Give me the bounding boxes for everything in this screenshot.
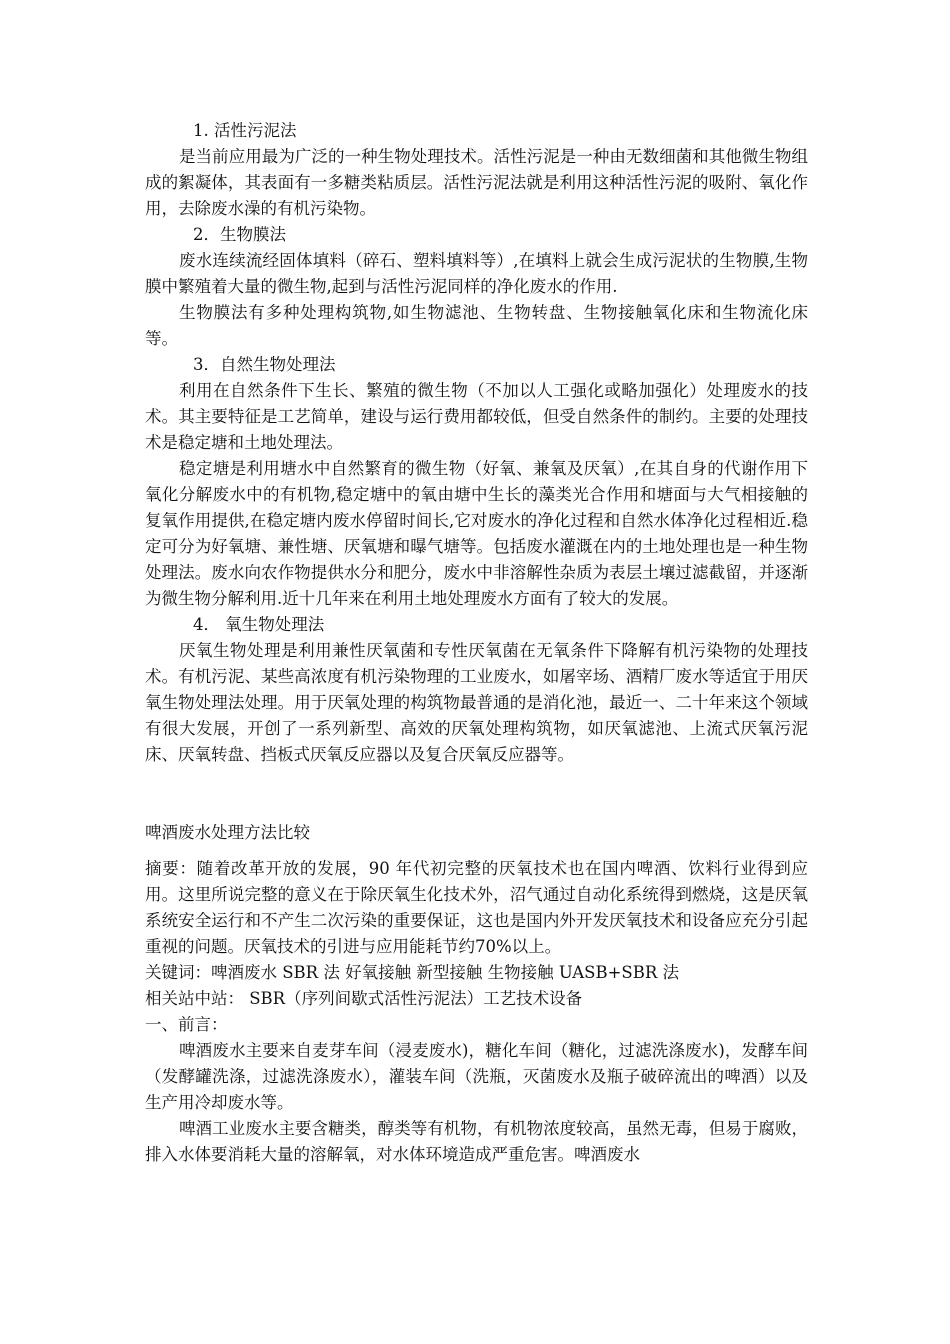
abstract: 摘要：随着改革开放的发展，90 年代初完整的厌氧技术也在国内啤酒、饮料行业得到应用。这里所说完整的意义在于除厌氧生化技术外，沼气通过自动化系统得到燃烧，这是厌氧系统安全运行和不产生二次污染的重要保证，这也是国内外开发厌氧技术和设备应充分引起重视的问题。厌氧技术的引进与应用能耗节约70%以上。 [145, 859, 808, 956]
document-body [145, 118, 808, 1168]
paragraph: 是当前应用最为广泛的一种生物处理技术。活性污泥是一种由无数细菌和其他微生物组成的絮凝体，其表面有一多糖类粘质层。活性污泥法就是利用这种活性污泥的吸附、氧化作用，去除废水澡的有机污染物。 [145, 147, 808, 218]
paragraph: 生物膜法有多种处理构筑物,如生物滤池、生物转盘、生物接触氧化床和生物流化床等。 [145, 303, 808, 348]
paragraph: 稳定塘是利用塘水中自然繁育的微生物（好氧、兼氧及厌氧）,在其自身的代谢作用下氧化分解废水中的有机物,稳定塘中的氧由塘中生长的藻类光合作用和塘面与大气相接触的复氧作用提供,在稳定塘内废水停留时间长,它对废水的净化过程和自然水体净化过程相近.稳定可分为好氧塘、兼性塘、厌氧塘和曝气塘等。包括废水灌溉在内的土地处理也是一种生物处理法。废水向农作物提供水分和肥分，废水中非溶解性杂质为表层土壤过滤截留，并逐渐为微生物分解利用.近十几年来在利用土地处理废水方面有了较大的发展。 [145, 459, 808, 608]
section-heading-biofilm: 2．生物膜法 [193, 225, 286, 244]
paragraph: 厌氧生物处理是利用兼性厌氧菌和专性厌氧菌在无氧条件下降解有机污染物的处理技术。有机污泥、某些高浓度有机污染物理的工业废水，如屠宰场、酒精厂废水等适宜于用厌氧生物处理法处理。用于厌氧处理的构筑物最普通的是消化池，最近一、二十年来这个领域有很大发展，开创了一系列新型、高效的厌氧处理构筑物，如厌氧滤池、上流式厌氧污泥床、厌氧转盘、挡板式厌氧反应器以及复合厌氧反应器等。 [145, 641, 808, 764]
spacer [145, 768, 808, 820]
paragraph: 啤酒工业废水主要含糖类，醇类等有机物，有机物浓度较高，虽然无毒，但易于腐败，排入水体要消耗大量的溶解氧，对水体环境造成严重危害。啤酒废水 [145, 1119, 808, 1164]
related-links: 相关站中站： SBR（序列间歇式活性污泥法）工艺技术设备 [145, 989, 583, 1008]
article-title: 啤酒废水处理方法比较 [145, 823, 310, 842]
paragraph: 啤酒废水主要来自麦芽车间（浸麦废水)，糖化车间（糖化，过滤洗涤废水)，发酵车间（发酵罐洗涤，过滤洗涤废水），灌装车间（洗瓶，灭菌废水及瓶子破碎流出的啤酒）以及生产用冷却废水等。 [145, 1041, 808, 1112]
keywords: 关键词：啤酒废水 SBR 法 好氧接触 新型接触 生物接触 UASB+SBR 法 [145, 963, 679, 982]
section-heading-natural-treatment: 3．自然生物处理法 [193, 355, 336, 374]
section-heading-anaerobic: 4． 氧生物处理法 [193, 615, 325, 634]
spacer [145, 846, 808, 856]
paragraph: 利用在自然条件下生长、繁殖的微生物（不加以人工强化或略加强化）处理废水的技术。其主要特征是工艺简单，建设与运行费用都较低，但受自然条件的制约。主要的处理技术是稳定塘和土地处理法。 [145, 381, 808, 452]
section-heading-activated-sludge: 1. 活性污泥法 [193, 121, 297, 140]
paragraph: 废水连续流经固体填料（碎石、塑料填料等）,在填料上就会生成污泥状的生物膜,生物膜中繁殖着大量的微生物,起到与活性污泥同样的净化废水的作用. [145, 251, 808, 296]
intro-heading: 一、前言： [145, 1015, 228, 1034]
